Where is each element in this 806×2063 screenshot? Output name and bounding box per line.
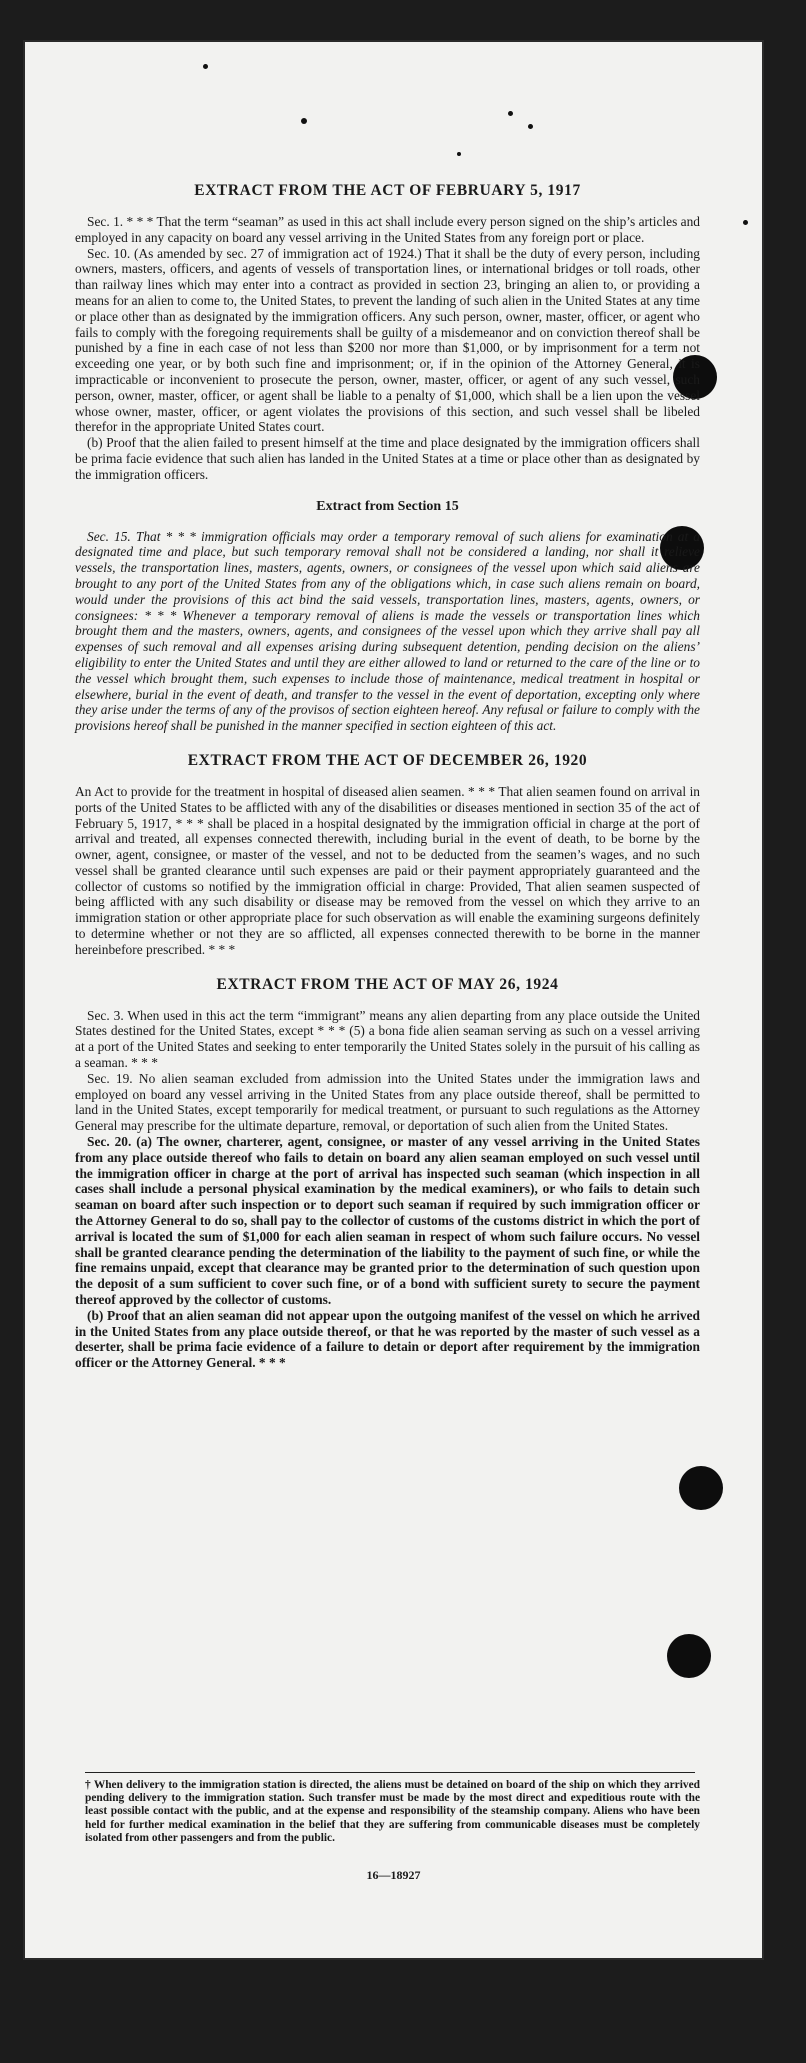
ink-speck [508,111,513,116]
punch-hole [667,1634,711,1678]
act-1920-paragraph: An Act to provide for the treatment in hospital of diseased alien seamen. * * * That alien seamen found on arrival in ports of the United States to be afflicted with any of the disabilities or diseases mentioned in section 35 of the act of February 5, 1917, * * * shall be placed in a hospital designated by the immigration official in charge at the port of arrival and treated, all expenses connected therewith, including burial in the event of death, to be borne by the owner, agent, consignee, or master of the vessel, and not to be deducted from the seamen’s wages, and no such vessel shall be granted clearance until such expenses are paid or their payment appropriately guaranteed and the collector of customs so notified by the immigration official in charge: Provided, That alien seamen suspected of being afflicted with any such disability or disease may be removed from the vessel on which they arrive to an immigration station or other appropriate place for such observation as will enable the examining surgeons definitely to determine whether or not they are so afflicted, all expenses connected therewith to be borne in the manner hereinbefore prescribed. * * * [75,783,700,957]
punch-hole [679,1466,723,1510]
section-10b-paragraph: (b) Proof that the alien failed to present himself at the time and place designated by the immigration officers shall be prima facie evidence that such alien has landed in the United States at a time or place other than as designated by the immigration officers. [75,435,700,482]
page-number: 16—18927 [366,1868,421,1882]
extract-1920-section [75,752,700,958]
footnote: † When delivery to the immigration station is directed, the aliens must be detained on board of the ship on which they arrived pending delivery to the immigration station. Such transfer must be made by the most direct and expeditious route with the least possible contact with the public, and at the expense and responsibility of the steamship company. Aliens who have been held for further medical examination in the belief that they are suffering from communicable diseases must be completely isolated from other passengers and from the public. [85,1779,700,1844]
footnote-divider [85,1772,695,1773]
section-20-paragraph: Sec. 20. (a) The owner, charterer, agent, consignee, or master of any vessel arriving in the United States from any place outside thereof who fails to detain on board any alien seaman employed on such vessel until the immigration officer in charge at the port of arrival has inspected such seaman (which inspection in all cases shall include a personal physical examination by the medical examiners), or who fails to detain such seaman on board after such inspection or to deport such seaman if required by such immigration officer or the Attorney General to do so, shall pay to the collector of customs of the customs district in which the port of arrival is located the sum of $1,000 for each alien seaman in respect of whom such failure occurs. No vessel shall be granted clearance pending the determination of the liability to the payment of such fine, or while the fine remains unpaid, except that clearance may be granted prior to the determination of such question upon the deposit of a sum sufficient to cover such fine, or of a bond with sufficient surety to secure the payment thereof approved by the collector of customs. [75,1134,700,1308]
extract-1924-heading: EXTRACT FROM THE ACT OF MAY 26, 1924 [216,975,559,993]
ink-speck [457,152,461,156]
section-15-paragraph: Sec. 15. That * * * immigration officials may order a temporary removal of such aliens for examination at a designated time and place, but such temporary removal shall not be considered a landing, nor shall it relieve vessels, the transportation lines, masters, agents, owners, or consignees of the vessel upon which said aliens are brought to any port of the United States from any of the obligations which, in case such aliens remain on board, would under the provisions of this act bind the said vessels, transportation lines, masters, agents, owners, or consignees: * * * Whenever a temporary removal of aliens is made the vessels or transportation lines which brought them and the masters, owners, agents, and consignees of the vessel upon which they arrive shall pay all expenses of such removal and all expenses arising during subsequent detention, pending decision on the aliens’ eligibility to enter the United States and until they are either allowed to land or returned to the care of the line or to the vessel which brought them, such expenses to include those of maintenance, medical treatment in hospital or elsewhere, burial in the event of death, and transfer to the vessel in the event of deportation, excepting only where they arise under the terms of any of the provisos of section eighteen hereof. Any refusal or failure to comply with the provisions hereof shall be punished in the manner specified in section eighteen of this act. [75,528,700,734]
document-body [75,182,700,1371]
extract-1917-section [75,182,700,483]
ink-speck [203,64,208,69]
ink-speck [301,118,307,124]
extract-1920-heading: EXTRACT FROM THE ACT OF DECEMBER 26, 1920 [187,751,588,769]
section-20b-paragraph: (b) Proof that an alien seaman did not appear upon the outgoing manifest of the vessel on which he arrived in the United States from any place outside thereof, or that he was reported by the master of such vessel as a deserter, shall be prima facie evidence of a failure to detain or deport after requirement by the immigration officer or the Attorney General. * * * [75,1307,700,1371]
extract-1924-section [75,976,700,1371]
section-19-paragraph: Sec. 19. No alien seaman excluded from admission into the United States under the immigration laws and employed on board any vessel arriving in the United States from any place outside thereof, shall be permitted to land in the United States, except temporarily for medical treatment, or pursuant to such regulations as the Attorney General may prescribe for the ultimate departure, removal, or deportation of such alien from the United States. [75,1070,700,1134]
ink-speck [528,124,533,129]
document-page [25,42,762,1958]
section-1-paragraph: Sec. 1. * * * That the term “seaman” as used in this act shall include every person signed on the ship’s articles and employed in any capacity on board any vessel arriving in the United States from any foreign port or place. [75,214,700,245]
section-15-heading: Extract from Section 15 [316,498,459,514]
section-3-paragraph: Sec. 3. When used in this act the term “immigrant” means any alien departing from any place outside the United States destined for the United States, except * * * (5) a bona fide alien seaman serving as such on a vessel arriving at a port of the United States and seeking to enter temporarily the United States solely in the pursuit of his calling as a seaman. * * * [75,1007,700,1071]
extract-section-15 [75,499,700,734]
section-10-paragraph: Sec. 10. (As amended by sec. 27 of immigration act of 1924.) That it shall be the duty of every person, including owners, masters, officers, and agents of vessels of transportation lines, or international bridges or toll roads, other than railway lines which may enter into a contract as provided in section 23, bringing an alien to, or providing a means for an alien to come to, the United States, to prevent the landing of such alien in the United States at any time or place other than as designated by the immigration officers. Any such person, owner, master, officer, or agent who fails to comply with the foregoing requirements shall be guilty of a misdemeanor and on conviction thereof shall be punished by a fine in each case of not less than $200 nor more than $1,000, or by imprisonment for a term not exceeding one year, or by both such fine and imprisonment; or, if in the opinion of the Attorney General, it is impracticable or inconvenient to prosecute the person, owner, master, officer, or agent of any such vessel, such person, owner, master, officer, or agent shall be liable to a penalty of $1,000, which shall be a lien upon the vessel whose owner, master, officer, or agent violates the provisions of this section, and such vessel shall be libeled therefor in the appropriate United States court. [75,245,700,435]
ink-speck [743,220,748,225]
extract-1917-heading: EXTRACT FROM THE ACT OF FEBRUARY 5, 1917 [194,182,581,199]
